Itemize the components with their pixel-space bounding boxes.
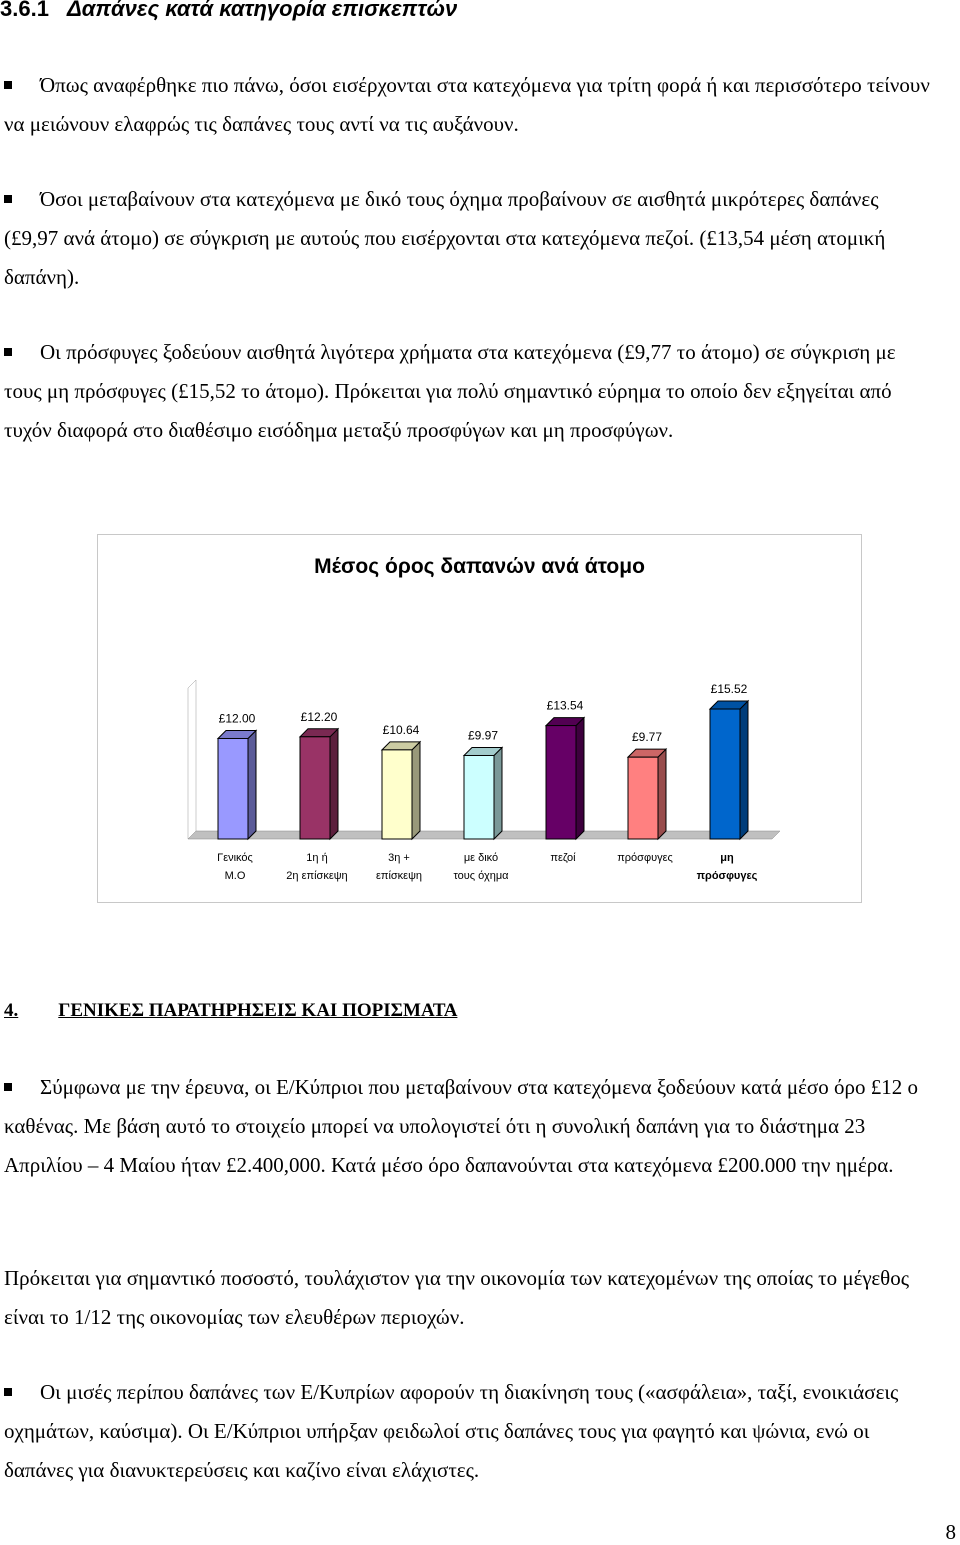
paragraph-text: Οι μισές περίπου δαπάνες των Ε/Κυπρίων αφορούν τη διακίνηση τους («ασφάλεια», ταξί, ενοικιάσεις οχημάτων, καύσιμα). Οι Ε/Κύπριοι υπήρξαν φειδωλοί στις δαπάνες τους για φαγητό και ψώνια, ενώ οι δαπάνες για διανυκτερεύσεις και καζίνο είναι ελάχιστες. bbox=[4, 1380, 899, 1482]
paragraph-text: Όσοι μεταβαίνουν στα κατεχόμενα με δικό τους όχημα προβαίνουν σε αισθητά μικρότερες δαπάνες (£9,97 ανά άτομο) σε σύγκριση με αυτούς που εισέρχονται στα κατεχόμενα πεζοί. (£13,54 μέση ατομική δαπάνη). bbox=[4, 187, 886, 289]
bar bbox=[382, 750, 412, 839]
x-tick-label: 3η + επίσκεψη bbox=[375, 852, 423, 882]
bullet-paragraph-1 bbox=[4, 66, 934, 144]
chart-title: Μέσος όρος δαπανών ανά άτομο bbox=[314, 555, 645, 578]
bullet-icon bbox=[4, 81, 12, 89]
bar-side bbox=[248, 730, 256, 839]
data-label: £10.64 bbox=[382, 722, 420, 737]
section-heading bbox=[0, 0, 457, 22]
x-tick-label: Γενικός Μ.Ο bbox=[217, 852, 253, 882]
data-label: £15.52 bbox=[710, 682, 748, 696]
bar bbox=[300, 737, 330, 839]
x-tick-label: μη πρόσφυγες bbox=[696, 852, 758, 882]
section-number: 3.6.1 bbox=[0, 0, 49, 21]
data-label: £12.00 bbox=[218, 711, 256, 726]
x-tick-label: 1η ή 2η επίσκεψη bbox=[286, 852, 348, 882]
section-title: Δαπάνες κατά κατηγορία επισκεπτών bbox=[66, 0, 458, 21]
bullet-paragraph-3 bbox=[4, 333, 934, 450]
paragraph-text: Όπως αναφέρθηκε πιο πάνω, όσοι εισέρχονται στα κατεχόμενα για τρίτη φορά ή και περισσότερο τείνουν να μειώνουν ελαφρώς τις δαπάνες τους αντί να τις αυξάνουν. bbox=[4, 73, 930, 136]
bar-side bbox=[494, 747, 502, 839]
bar-chart bbox=[97, 534, 862, 903]
bar-side bbox=[658, 749, 666, 839]
section-4-heading bbox=[4, 1000, 457, 1022]
bullet-paragraph-6 bbox=[4, 1373, 934, 1490]
section-4-title: ΓΕΝΙΚΕΣ ΠΑΡΑΤΗΡΗΣΕΙΣ ΚΑΙ ΠΟΡΙΣΜΑΤΑ bbox=[58, 1000, 458, 1021]
data-label: £9.77 bbox=[631, 730, 663, 745]
bar-side bbox=[412, 742, 420, 839]
page-number: 8 bbox=[945, 1520, 956, 1544]
paragraph-text: Σύμφωνα με την έρευνα, οι Ε/Κύπριοι που μεταβαίνουν στα κατεχόμενα ξοδεύουν κατά μέσο όρο £12 ο καθένας. Με βάση αυτό το στοιχείο μπορεί να υπολογιστεί ότι η συνολική δαπάνη για το διάστημα 23 Απριλίου – 4 Μαίου ήταν £2.400,000. Κατά μέσο όρο δαπανούνται στα κατεχόμενα £200.000 την ημέρα. bbox=[4, 1075, 918, 1177]
bar bbox=[218, 738, 248, 839]
paragraph-text: Οι πρόσφυγες ξοδεύουν αισθητά λιγότερα χρήματα στα κατεχόμενα (£9,77 το άτομο) σε σύγκριση με τους μη πρόσφυγες (£15,52 το άτομο). Πρόκειται για πολύ σημαντικό εύρημα το οποίο δεν εξηγείται από τυχόν διαφορά στο διαθέσιμο εισόδημα μεταξύ προσφύγων και μη προσφύγων. bbox=[4, 340, 896, 442]
x-tick-label: με δικό τους όχημα bbox=[453, 852, 509, 882]
x-tick-label: πεζοί bbox=[550, 852, 576, 864]
bullet-paragraph-4 bbox=[4, 1068, 934, 1185]
bullet-paragraph-2 bbox=[4, 180, 934, 297]
bar bbox=[464, 755, 494, 839]
bullet-icon bbox=[4, 1388, 12, 1396]
section-4-number: 4. bbox=[4, 1000, 19, 1021]
paragraph-5 bbox=[4, 1259, 934, 1337]
bar-side bbox=[330, 729, 338, 839]
data-label: £9.97 bbox=[467, 728, 499, 743]
paragraph-text: Πρόκειται για σημαντικό ποσοστό, τουλάχιστον για την οικονομία των κατεχομένων της οποίας το μέγεθος είναι το 1/12 της οικονομίας των ελευθέρων περιοχών. bbox=[4, 1266, 910, 1329]
data-label: £13.54 bbox=[546, 698, 584, 713]
bar-side bbox=[740, 701, 748, 839]
x-tick-label: πρόσφυγες bbox=[617, 852, 673, 864]
bar bbox=[710, 709, 740, 839]
bullet-icon bbox=[4, 348, 12, 356]
chart-plot bbox=[98, 535, 863, 904]
bullet-icon bbox=[4, 195, 12, 203]
data-label: £12.20 bbox=[300, 709, 338, 724]
bar-side bbox=[576, 718, 584, 839]
bar bbox=[628, 757, 658, 839]
bar bbox=[546, 726, 576, 839]
bullet-icon bbox=[4, 1083, 12, 1091]
chart-side-wall bbox=[188, 680, 196, 839]
